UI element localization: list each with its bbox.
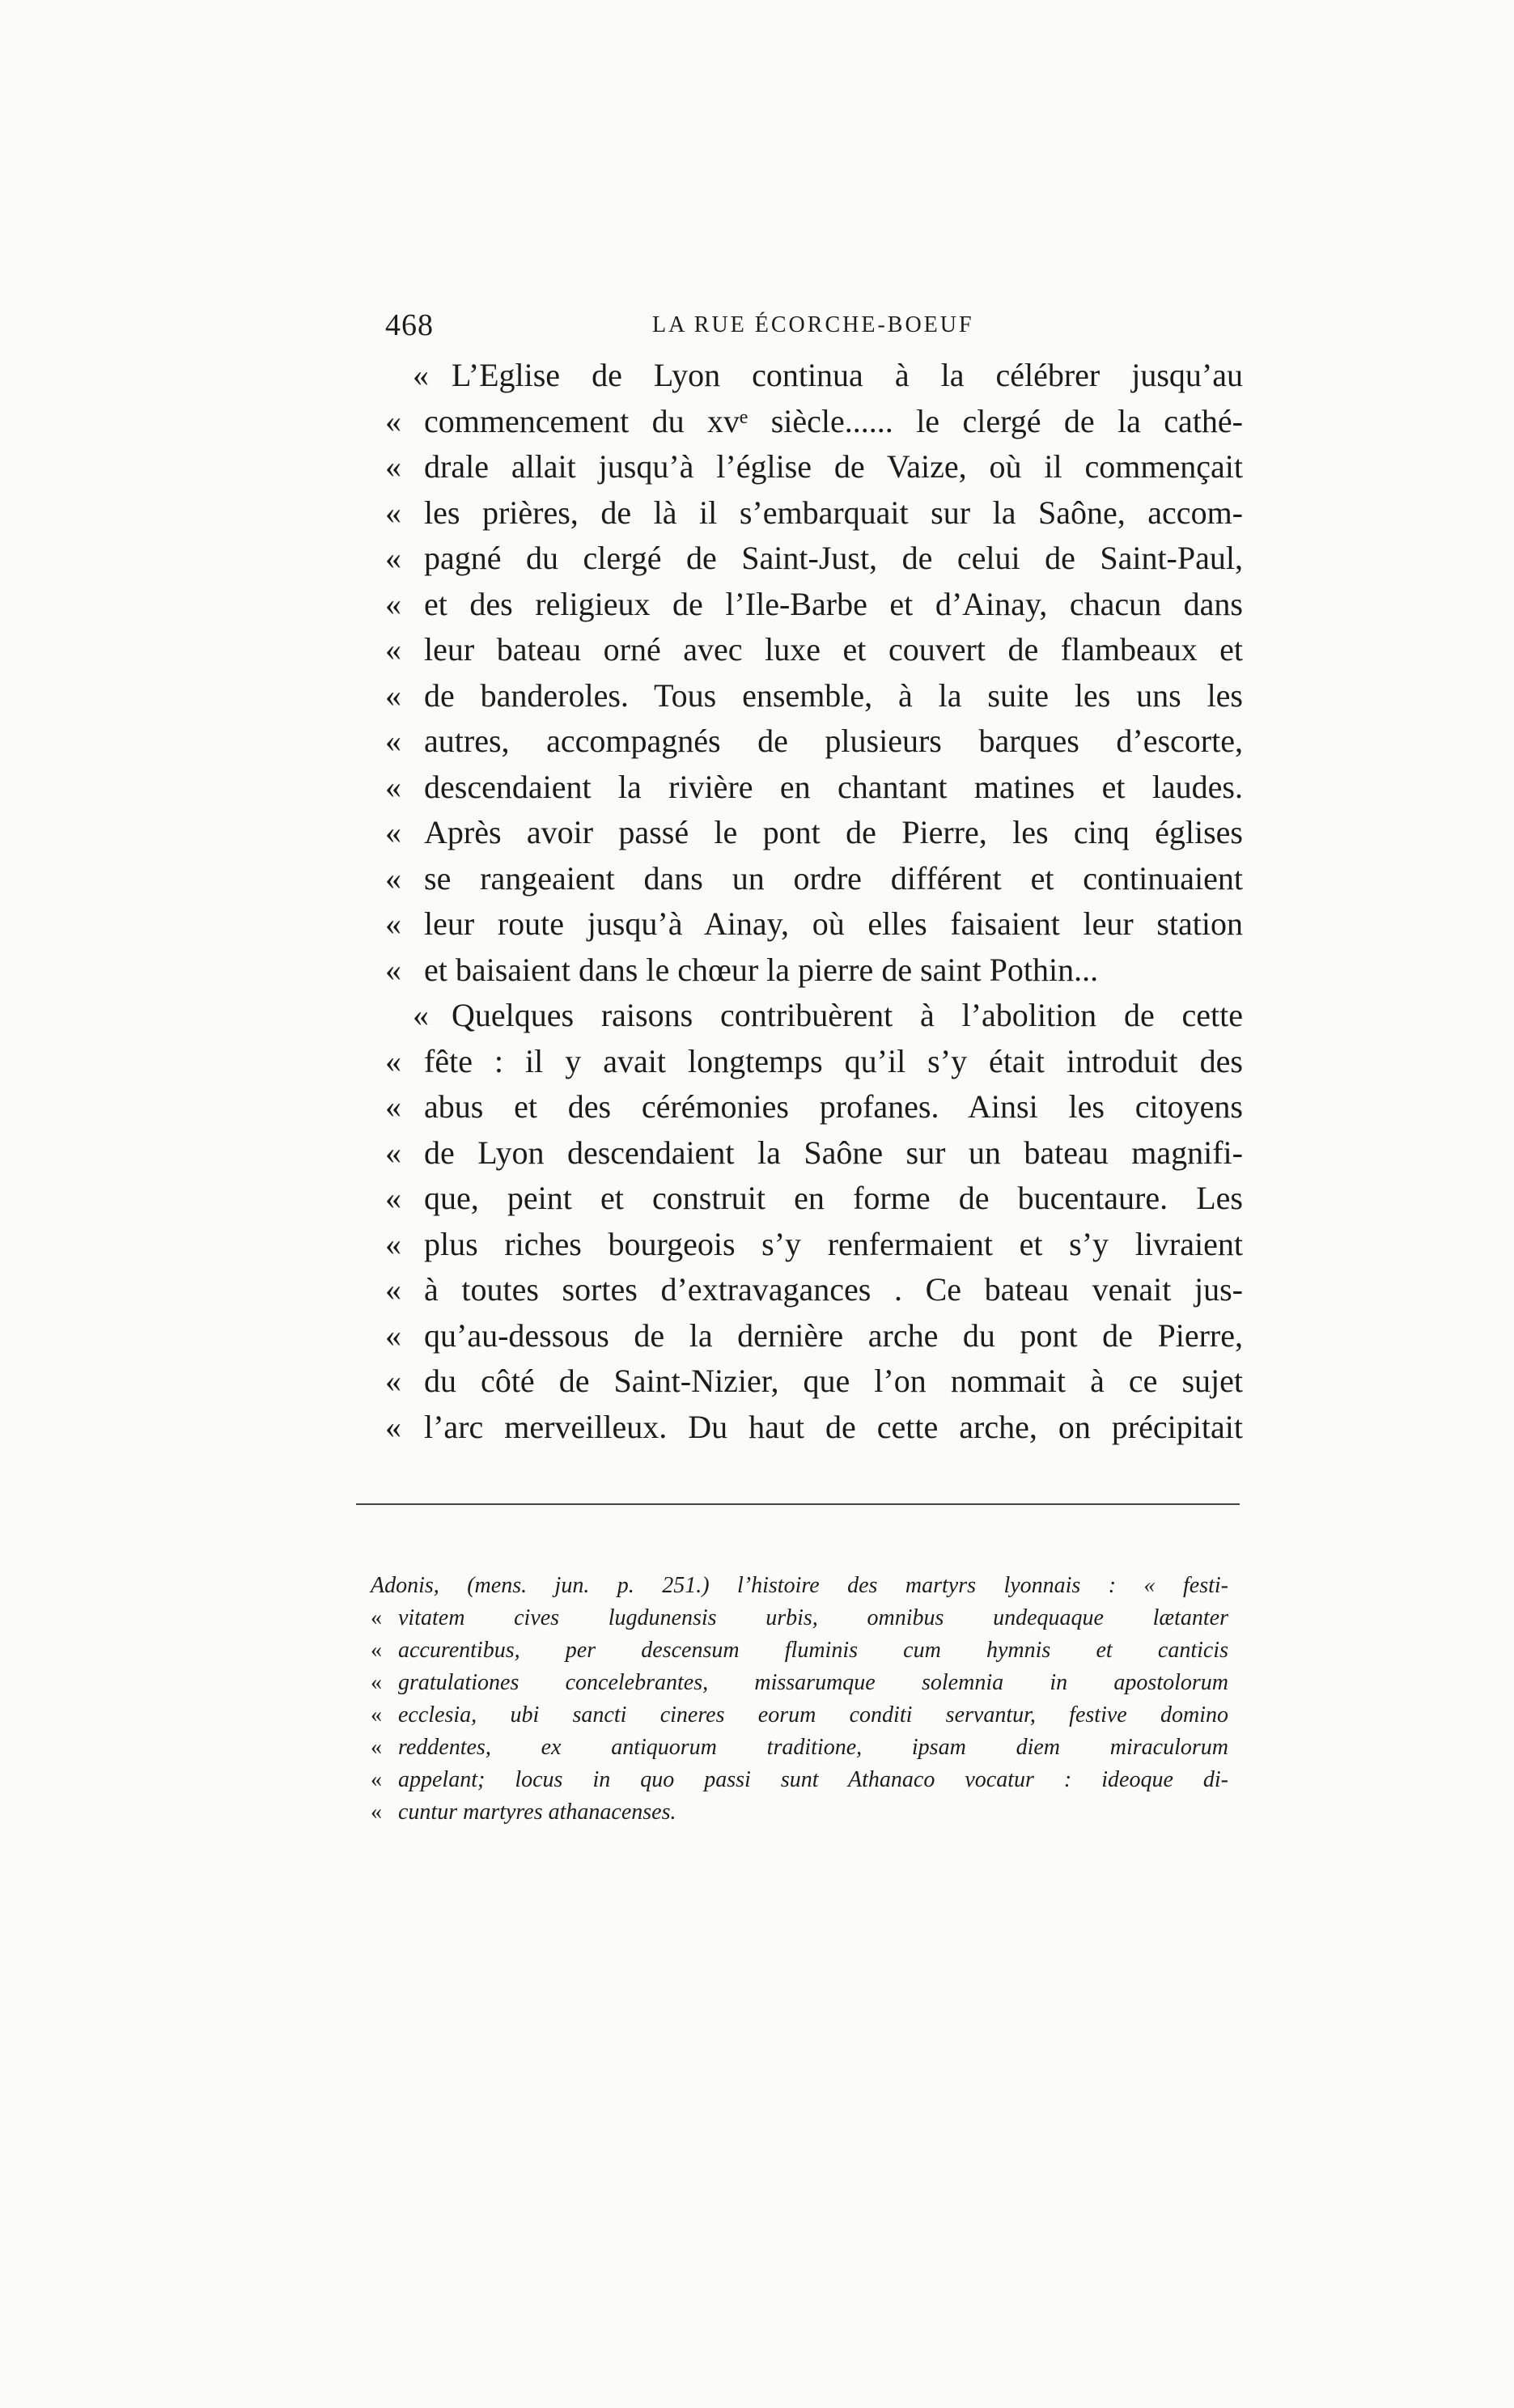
footnote-separator (356, 1503, 1240, 1505)
line-text: descendaient la rivière en chantant matines et laudes. (424, 768, 1243, 805)
quote-mark: « (385, 905, 401, 942)
quote-mark: « (385, 494, 401, 531)
page-number: 468 (385, 308, 434, 342)
text-line (385, 901, 1243, 948)
quote-mark: « (385, 859, 401, 897)
text-line (385, 582, 1243, 628)
quote-mark: « (385, 1408, 401, 1445)
footnote-line (371, 1570, 1228, 1602)
footnote-line (371, 1634, 1228, 1667)
text-line (385, 1084, 1243, 1130)
text-line (385, 444, 1243, 490)
footnote-text: ecclesia, ubi sancti cineres eorum conditi servantur, festive domino (398, 1702, 1228, 1728)
line-text: à toutes sortes d’extravagances . Ce bateau venait jus- (424, 1271, 1243, 1308)
quote-mark: « (385, 814, 401, 850)
text-line (385, 490, 1243, 536)
quote-mark: « (371, 1638, 382, 1663)
quote-mark: « (413, 997, 429, 1033)
quote-mark: « (385, 1271, 401, 1308)
footnote-line (371, 1764, 1228, 1796)
quote-mark: « (385, 585, 401, 622)
line-text: que, peint et construit en forme de bucentaure. Les (424, 1180, 1243, 1216)
line-text: se rangeaient dans un ordre différent et continuaient (424, 859, 1243, 897)
text-line (385, 1405, 1243, 1451)
quote-mark: « (385, 676, 401, 714)
text-line (385, 1130, 1243, 1176)
footnote-text: gratulationes concelebrantes, missarumque solemnia in apostolorum (398, 1670, 1228, 1695)
line-text: leur route jusqu’à Ainay, où elles faisaient leur station (424, 905, 1243, 942)
text-line (385, 1222, 1243, 1268)
line-text: abus et des cérémonies profanes. Ainsi les citoyens (424, 1088, 1243, 1125)
quote-mark: « (385, 723, 401, 759)
line-text: Quelques raisons contribuèrent à l’abolition de cette (452, 997, 1243, 1033)
quote-mark: « (371, 1670, 382, 1695)
text-line (385, 810, 1243, 856)
main-text (385, 353, 1243, 1450)
text-line (385, 993, 1243, 1039)
quote-mark: « (385, 448, 401, 485)
footnote-text: reddentes, ex antiquorum traditione, ipsam diem miraculorum (398, 1735, 1228, 1760)
line-text: de banderoles. Tous ensemble, à la suite les uns les (424, 676, 1243, 714)
footnote-text: appelant; locus in quo passi sunt Athanaco vocatur : ideoque di- (398, 1767, 1228, 1792)
quote-mark: « (371, 1735, 382, 1760)
text-line (385, 353, 1243, 399)
footnote-line (371, 1732, 1228, 1764)
line-text: l’arc merveilleux. Du haut de cette arche, on précipitait (424, 1408, 1243, 1445)
quote-mark: « (385, 1225, 401, 1262)
line-text: commencement du xvᵉ siècle...... le clergé de la cathé- (424, 402, 1243, 439)
line-text: et baisaient dans le chœur la pierre de saint Pothin... (424, 951, 1099, 988)
text-line (385, 765, 1243, 811)
footnote-text: vitatem cives lugdunensis urbis, omnibus undequaque lætanter (398, 1605, 1228, 1630)
line-text: drale allait jusqu’à l’église de Vaize, où il commençait (424, 448, 1243, 485)
quote-mark: « (385, 1134, 401, 1171)
footnote-line (371, 1667, 1228, 1699)
text-line (385, 1359, 1243, 1405)
quote-mark: « (371, 1767, 382, 1792)
footnote-text: accurentibus, per descensum fluminis cum hymnis et canticis (398, 1638, 1228, 1663)
text-line (385, 1267, 1243, 1313)
footnote-line (371, 1699, 1228, 1732)
text-line (385, 1039, 1243, 1085)
line-text: du côté de Saint-Nizier, que l’on nommait à ce sujet (424, 1363, 1243, 1399)
line-text: pagné du clergé de Saint-Just, de celui de Saint-Paul, (424, 540, 1243, 576)
quote-mark: « (385, 1088, 401, 1125)
line-text: plus riches bourgeois s’y renfermaient et s’y livraient (424, 1225, 1243, 1262)
line-text: leur bateau orné avec luxe et couvert de flambeaux et (424, 631, 1243, 668)
text-line (385, 399, 1243, 445)
text-line (385, 856, 1243, 902)
footnote-text: cuntur martyres athanacenses. (398, 1800, 676, 1825)
quote-mark: « (385, 1180, 401, 1216)
quote-mark: « (385, 1042, 401, 1079)
text-line (385, 719, 1243, 765)
quote-mark: « (385, 540, 401, 576)
line-text: Après avoir passé le pont de Pierre, les cinq églises (424, 814, 1243, 850)
text-line (385, 627, 1243, 673)
quote-mark: « (371, 1605, 382, 1630)
quote-mark: « (385, 1363, 401, 1399)
line-text: de Lyon descendaient la Saône sur un bateau magnifi- (424, 1134, 1243, 1171)
line-text: et des religieux de l’Ile-Barbe et d’Ainay, chacun dans (424, 585, 1243, 622)
quote-mark: « (371, 1702, 382, 1728)
line-text: fête : il y avait longtemps qu’il s’y était introduit des (424, 1042, 1243, 1079)
text-line (385, 948, 1243, 994)
text-line (385, 673, 1243, 719)
text-line (385, 1313, 1243, 1359)
quote-mark: « (385, 1316, 401, 1354)
footnote-line (371, 1796, 1228, 1829)
quote-mark: « (413, 357, 429, 393)
footnote-text: Adonis, (mens. jun. p. 251.) l’histoire des martyrs lyonnais : « festi- (371, 1573, 1228, 1598)
running-title: LA RUE ÉCORCHE-BOEUF (652, 312, 974, 337)
line-text: autres, accompagnés de plusieurs barques d’escorte, (424, 723, 1243, 759)
footnote (371, 1570, 1228, 1829)
text-line (385, 1176, 1243, 1222)
quote-mark: « (385, 768, 401, 805)
quote-mark: « (385, 402, 401, 439)
text-line (385, 536, 1243, 582)
line-text: qu’au-dessous de la dernière arche du pont de Pierre, (424, 1316, 1243, 1354)
quote-mark: « (385, 951, 401, 988)
page-header (385, 307, 1243, 356)
quote-mark: « (371, 1800, 382, 1825)
line-text: L’Eglise de Lyon continua à la célébrer jusqu’au (452, 357, 1243, 393)
quote-mark: « (385, 631, 401, 668)
line-text: les prières, de là il s’embarquait sur la Saône, accom- (424, 494, 1243, 531)
footnote-line (371, 1602, 1228, 1634)
